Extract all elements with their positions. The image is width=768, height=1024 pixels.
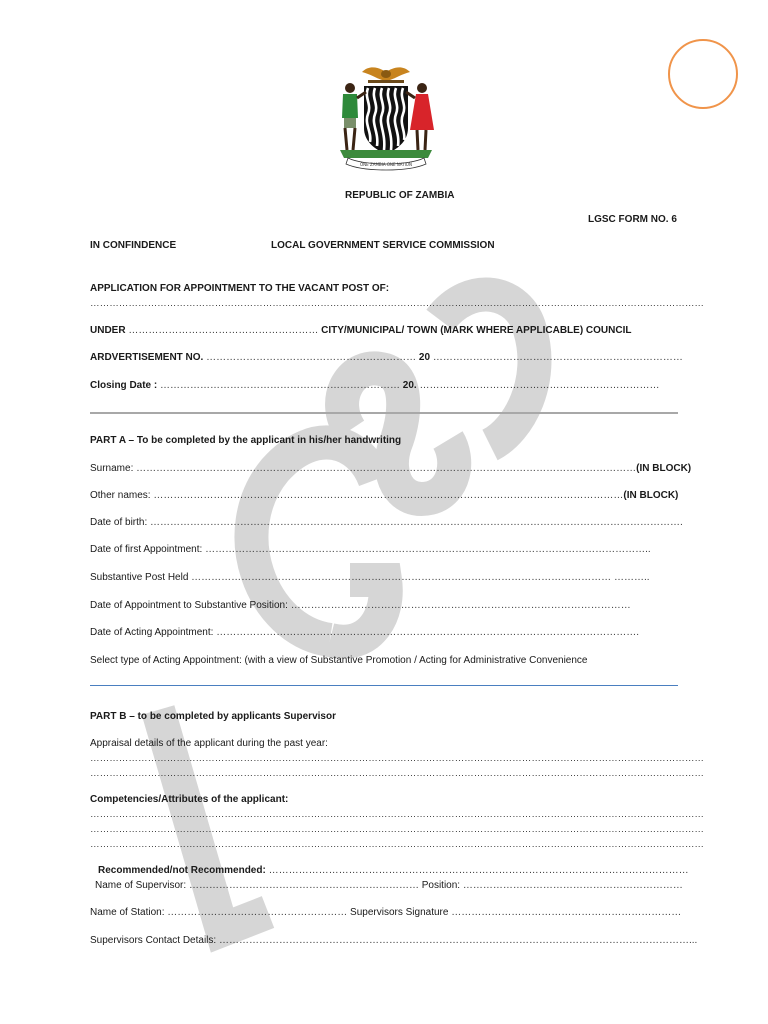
part-divider <box>90 685 678 686</box>
field-input[interactable]: …………………………………………………………………………………………………………………………………… <box>136 463 637 474</box>
post-line[interactable]: ………………………………………………………………………………………………………………………………………………………………………… <box>90 298 704 309</box>
contact-field[interactable]: ……………………………………………………………………………………………………………………………... <box>218 935 698 946</box>
field-label: Date of Acting Appointment: <box>90 627 214 638</box>
field-label: Date of first Appointment: <box>90 544 203 555</box>
closing-year: 20. <box>402 380 417 391</box>
position-field[interactable]: ………………………………………………………… <box>462 880 683 891</box>
advert-field[interactable]: ……………………………………………………… <box>206 352 417 363</box>
field-surname <box>90 463 692 474</box>
supervisor-name-label: Name of Supervisor: <box>95 880 187 891</box>
advert-year-field[interactable]: ………………………………………………………………… <box>432 352 683 363</box>
field-input[interactable]: ……………………………………………………………………………………………………………… ……….. <box>191 572 650 583</box>
appraisal-line[interactable]: ………………………………………………………………………………………………………………………………………………………………………… <box>90 753 704 764</box>
competencies-line[interactable]: ………………………………………………………………………………………………………………………………………………………………………… <box>90 824 704 835</box>
field-acting-appointment <box>90 627 678 638</box>
field-substantive-appointment <box>90 600 678 611</box>
station-label: Name of Station: <box>90 907 165 918</box>
republic-title: REPUBLIC OF ZAMBIA <box>345 190 455 201</box>
under-field[interactable]: ………………………………………………… <box>128 325 319 336</box>
part-a-heading: PART A – To be completed by the applicant in his/her handwriting <box>90 435 402 446</box>
acting-type-select[interactable]: Select type of Acting Appointment: (with a view of Substantive Promotion / Acting for Administrative Convenience <box>90 655 588 666</box>
field-label: Substantive Post Held <box>90 572 189 583</box>
recommended-field[interactable]: ……………………………………………………………………………………………………………… <box>268 865 689 876</box>
field-label: Other names: <box>90 490 151 501</box>
under-label: UNDER <box>90 325 126 336</box>
advert-year: 20 <box>418 352 431 363</box>
field-input[interactable]: ………………………………………………………………………………………… <box>290 600 631 611</box>
field-date-of-birth <box>90 517 683 528</box>
field-suffix: (IN BLOCK) <box>636 463 692 474</box>
station-field[interactable]: ……………………………………………… <box>167 907 348 918</box>
form-number: LGSC FORM NO. 6 <box>588 214 677 225</box>
field-first-appointment <box>90 544 678 555</box>
supervisor-name-field[interactable]: …………………………………………………………… <box>188 880 419 891</box>
coat-of-arms-icon <box>330 58 442 176</box>
confidence-label: IN CONFINDENCE <box>90 240 177 251</box>
advert-row <box>90 352 683 363</box>
field-input[interactable]: ……………………………………………………………………………………………………………………………………………. <box>150 517 683 528</box>
closing-field[interactable]: ……………………………………………………………… <box>160 380 401 391</box>
stamp-circle <box>668 39 738 109</box>
closing-row <box>90 380 678 391</box>
field-suffix: (IN BLOCK) <box>623 490 679 501</box>
signature-field[interactable]: …………………………………………………………… <box>451 907 682 918</box>
advert-label: ARDVERTISEMENT NO. <box>90 352 204 363</box>
field-input[interactable]: …………………………………………………………………………………………………………………….. <box>205 544 651 555</box>
application-title: APPLICATION FOR APPOINTMENT TO THE VACANT POST OF: <box>90 283 390 294</box>
field-label: Date of Appointment to Substantive Position: <box>90 600 288 611</box>
field-input[interactable]: …………………………………………………………………………………………………………………………… <box>153 490 624 501</box>
section-divider <box>90 412 678 414</box>
field-label: Date of birth: <box>90 517 148 528</box>
closing-label: Closing Date : <box>90 380 158 391</box>
field-label: Surname: <box>90 463 134 474</box>
competencies-label: Competencies/Attributes of the applicant: <box>90 794 289 805</box>
recommended-label: Recommended/not Recommended: <box>98 865 266 876</box>
appraisal-line[interactable]: ………………………………………………………………………………………………………………………………………………………………………… <box>90 768 704 779</box>
svg-text:ONE ZAMBIA ONE NATION: ONE ZAMBIA ONE NATION <box>360 162 412 167</box>
contact-row <box>90 935 698 946</box>
field-input[interactable]: ………………………………………………………………………………………………………………. <box>216 627 639 638</box>
supervisor-row <box>95 880 683 891</box>
part-b-heading: PART B – to be completed by applicants Supervisor <box>90 711 336 722</box>
competencies-line[interactable]: ………………………………………………………………………………………………………………………………………………………………………… <box>90 839 704 850</box>
signature-label: Supervisors Signature <box>350 907 449 918</box>
recommended-row <box>98 865 689 876</box>
contact-label: Supervisors Contact Details: <box>90 935 217 946</box>
closing-year-field[interactable]: ……………………………………………………………… <box>419 380 660 391</box>
commission-title: LOCAL GOVERNMENT SERVICE COMMISSION <box>271 240 495 251</box>
field-substantive-post <box>90 572 678 583</box>
appraisal-label: Appraisal details of the applicant during the past year: <box>90 738 328 749</box>
station-row <box>90 907 682 918</box>
under-row <box>90 325 631 336</box>
council-label: CITY/MUNICIPAL/ TOWN (MARK WHERE APPLICABLE) COUNCIL <box>321 325 632 336</box>
position-label: Position: <box>421 880 461 891</box>
field-other-names <box>90 490 678 501</box>
competencies-line[interactable]: ………………………………………………………………………………………………………………………………………………………………………… <box>90 809 704 820</box>
